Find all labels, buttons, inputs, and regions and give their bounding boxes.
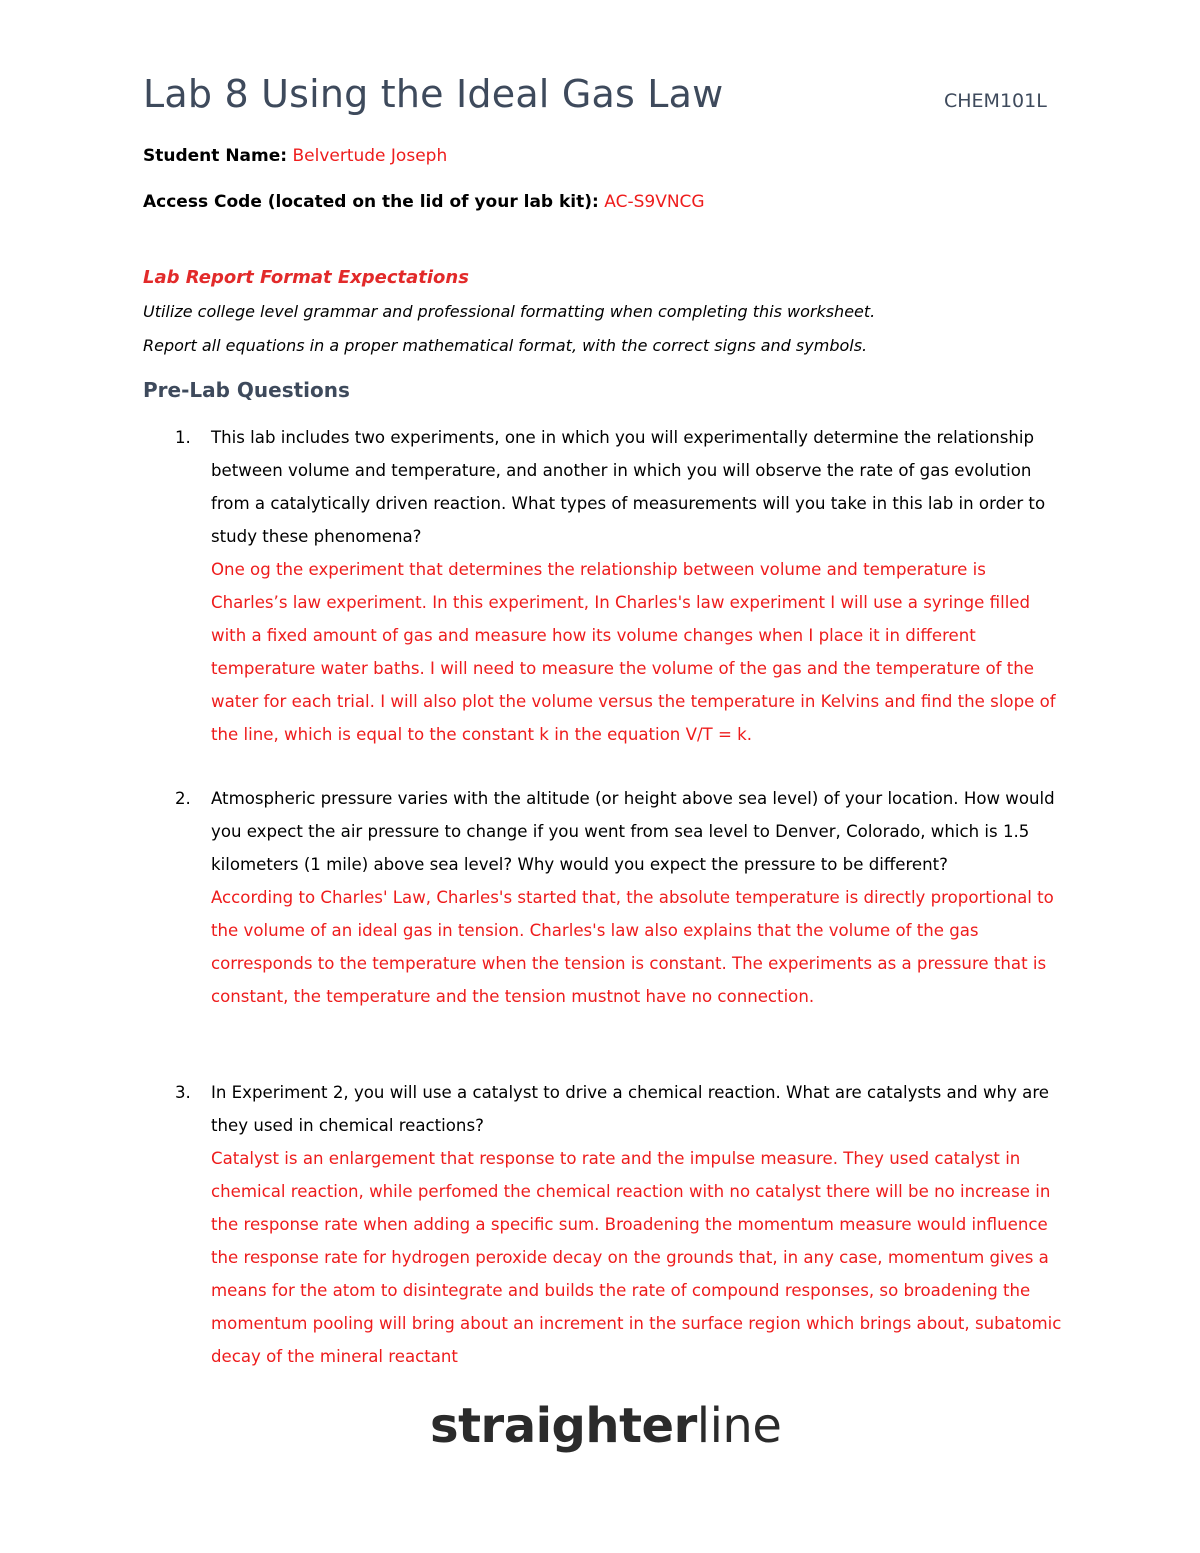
expectations-line-1: Utilize college level grammar and professional formatting when completing this worksheet. — [143, 302, 876, 321]
question-list — [175, 421, 1065, 751]
answer-text: One og the experiment that determines the relationship between volume and temperature is Charles’s law experiment. In this experiment, In Charles's law experiment I will use a syringe filled with a fixed amount of gas and measure how its volume changes when I place it in different temperature water baths. I will need to measure the volume of the gas and the temperature of the water for each trial. I will also plot the volume versus the temperature in Kelvins and find the slope of the line, which is equal to the constant k in the equation V/T = k. — [211, 560, 1056, 744]
expectations-heading: Lab Report Format Expectations — [143, 267, 469, 288]
page-title: Lab 8 Using the Ideal Gas Law — [143, 72, 724, 116]
question-item — [175, 1076, 1065, 1373]
logo-part-light: line — [696, 1398, 782, 1454]
student-name-row — [143, 144, 447, 168]
question-text: Atmospheric pressure varies with the altitude (or height above sea level) of your location. How would you expect the air pressure to change if you went from sea level to Denver, Colorado, which is 1.5 kilometers (1 mile) above sea level? Why would you expect the pressure to be different? — [211, 789, 1055, 874]
straighterline-logo — [430, 1398, 781, 1454]
question-list — [175, 1076, 1065, 1373]
expectations-line-2: Report all equations in a proper mathematical format, with the correct signs and symbols. — [143, 336, 868, 355]
student-name-label: Student Name: — [143, 146, 288, 166]
access-code-value: AC-S9VNCG — [604, 192, 705, 212]
question-text: In Experiment 2, you will use a catalyst to drive a chemical reaction. What are catalysts and why are they used in chemical reactions? — [211, 1083, 1050, 1135]
access-code-row — [143, 190, 705, 214]
question-item — [175, 782, 1065, 1013]
logo-part-bold: straighter — [430, 1398, 697, 1454]
answer-text: Catalyst is an enlargement that response to rate and the impulse measure. They used catalyst in chemical reaction, while perfomed the chemical reaction with no catalyst there will be no increase in the response rate when adding a specific sum. Broadening the momentum measure would influence the response rate for hydrogen peroxide decay on the grounds that, in any case, momentum gives a means for the atom to disintegrate and builds the rate of compound responses, so broadening the momentum pooling will bring about an increment in the surface region which brings about, subatomic decay of the mineral reactant — [211, 1149, 1062, 1366]
question-number: 1. — [175, 428, 191, 447]
prelab-heading: Pre-Lab Questions — [143, 378, 350, 402]
question-text: This lab includes two experiments, one in which you will experimentally determine the relationship between volume and temperature, and another in which you will observe the rate of gas evolution from a catalytically driven reaction. What types of measurements will you take in this lab in order to study these phenomena? — [211, 428, 1046, 546]
course-code: CHEM101L — [944, 90, 1047, 112]
question-number: 2. — [175, 789, 191, 808]
answer-text: According to Charles' Law, Charles's started that, the absolute temperature is directly proportional to the volume of an ideal gas in tension. Charles's law also explains that the volume of the gas corresponds to the temperature when the tension is constant. The experiments as a pressure that is constant, the temperature and the tension mustnot have no connection. — [211, 888, 1054, 1006]
question-item — [175, 421, 1065, 751]
question-number: 3. — [175, 1083, 191, 1102]
access-code-label: Access Code (located on the lid of your lab kit): — [143, 192, 599, 212]
question-list — [175, 782, 1065, 1013]
student-name-value: Belvertude Joseph — [292, 146, 448, 166]
